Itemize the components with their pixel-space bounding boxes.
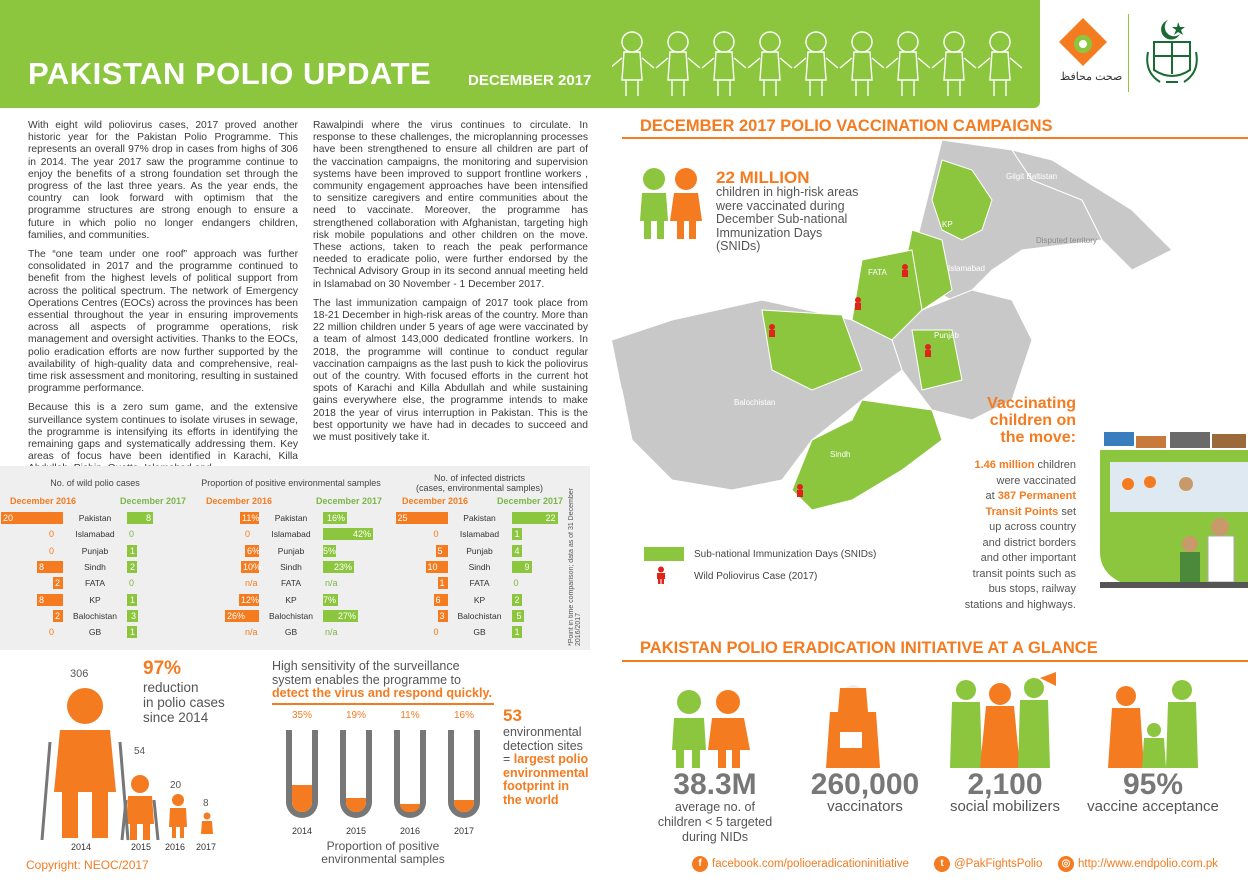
- sites-eq: =: [503, 752, 511, 766]
- bar-2016: 26%: [225, 610, 259, 622]
- region-label: KP: [89, 594, 101, 605]
- reduction-children-illustration: [20, 682, 260, 842]
- region-label: FATA: [85, 578, 105, 589]
- value-2016: 0: [433, 627, 439, 638]
- region-label: Islamabad: [459, 529, 500, 540]
- tube-percent: 16%: [453, 710, 474, 721]
- bar-2016: 5: [436, 545, 448, 557]
- move-title-line: children on: [989, 412, 1076, 429]
- sites-bold-line: footprint in: [503, 779, 569, 793]
- table-subtitle: (cases, environmental samples): [415, 483, 544, 493]
- cases-2015-value: 54: [134, 746, 146, 757]
- intro-column-2: [313, 120, 588, 451]
- reduction-text-line: in polio cases: [143, 695, 225, 710]
- region-label: Islamabad: [75, 529, 115, 540]
- map-label-sindh: Sindh: [830, 450, 851, 459]
- sites-bold-line: largest polio: [513, 752, 589, 766]
- year-label: 2017: [196, 842, 217, 852]
- sites-text-line: detection sites: [503, 738, 583, 753]
- region-label: GB: [284, 627, 298, 638]
- region-label: Sindh: [280, 561, 302, 572]
- year-right-label: December 2017: [316, 496, 383, 506]
- year-label: 2014: [71, 842, 92, 852]
- value-2017: 0: [129, 529, 135, 540]
- bar-2017: 1: [127, 626, 137, 638]
- bar-2017: 1: [127, 545, 137, 557]
- campaign-headline: 22 MILLION: [716, 168, 810, 187]
- region-label: GB: [88, 627, 102, 638]
- value-2016: 0: [49, 529, 55, 540]
- map-label-gb: Gilgit Baltistan: [1006, 172, 1058, 181]
- bar-2016: 2: [53, 577, 63, 589]
- map-label-kp: KP: [942, 220, 953, 229]
- header: [0, 0, 1248, 108]
- region-label: Balochistan: [73, 610, 117, 621]
- region-label: GB: [473, 627, 486, 638]
- bar-2016: 20: [1, 512, 63, 524]
- bar-2016: 25: [396, 512, 448, 524]
- map-label-fata: FATA: [868, 268, 887, 277]
- surveillance-line: High sensitivity of the surveillance: [272, 659, 460, 673]
- move-text: 1.46 million children were vaccinated at 387 Permanent Transit Points set up across country and district borders and other important transit points such as bus stops, railway stations and highways.: [964, 459, 1076, 611]
- campaign-title-rule: [622, 137, 1248, 139]
- year-right-label: December 2017: [120, 496, 187, 506]
- tubes-caption-line: Proportion of positive: [326, 839, 440, 853]
- sehat-logo-text: صحت محافظ: [1060, 71, 1123, 83]
- glance-value: 260,000: [810, 768, 920, 801]
- legend-case-label: Wild Poliovirus Case (2017): [694, 571, 818, 582]
- pakistan-emblem-icon: [1140, 12, 1204, 90]
- campaign-text-line: (SNIDs): [716, 239, 761, 253]
- tube-percent: 11%: [400, 710, 420, 721]
- campaign-text: [716, 186, 858, 254]
- intro-paragraph: Because this is a zero sum game, and the extensive surveillance system continues to isolate viruses in sewage, the programme is intensifying its efforts in identifying the remaining gaps and systematically addressing them. Key areas of focus have been identified in Karachi, Killa: [28, 402, 298, 463]
- sites-number: 53: [503, 706, 522, 725]
- value-2016: 0: [49, 545, 55, 556]
- region-label: Balochistan: [457, 610, 502, 621]
- glance-label: vaccine acceptance: [1087, 798, 1219, 815]
- intro-paragraph: With eight wild poliovirus cases, 2017 proved another historic year for the Pakistan Polio Programme. This represents an overall 97% drop in cases from highs of 306 in 2014. The year 2017 saw the programme continue to enjoy the benefits of a strong foundation set through the progress of the last three years. As the year ends, the country can look forward with optimism that the programme structures are strong enough to ensure a future in which polio no longer endangers children, families, and communities.: [28, 120, 298, 241]
- glance-label: average no. of: [675, 800, 755, 814]
- intro-paragraph: Rawalpindi where the virus continues to circulate. In response to these challenges, the microplanning processes have been strengthened to ensure all children are part of the vaccination campaigns, the monitoring and supervision systems have been improved to support frontline workers , community engagement approaches have been intensified to sensitize caregivers and entire communities about the need to vaccinate. Moreover, the programme has strengthened collaboration with Afghanistan, targeting high risk mobile populations and other children on the move. These actions, taken to reach the peak performance needed to eradicate polio, were further endorsed by the Technical Advisory Group in its second annual meeting held in Islamabad on 30 November - 1 December 2017.: [313, 120, 588, 290]
- glance-label: social mobilizers: [949, 798, 1061, 815]
- glance-label: vaccinators: [827, 798, 903, 815]
- value-2016: 0: [49, 627, 55, 638]
- move-title-line: Vaccinating: [987, 395, 1076, 412]
- vaccinator-icon: [818, 682, 888, 770]
- bar-2016: 10%: [243, 561, 262, 572]
- region-label: Balochistan: [269, 610, 313, 621]
- glance-title-rule: [622, 660, 1248, 662]
- region-label: KP: [285, 594, 297, 605]
- year-label: 2015: [131, 842, 152, 852]
- bus-vaccination-illustration: [1090, 432, 1248, 602]
- region-label: Pakistan: [274, 513, 308, 523]
- bar-2017: 1: [512, 528, 522, 540]
- bar-2017: 27%: [323, 610, 358, 622]
- table-title: No. of infected districts: [433, 473, 526, 483]
- tube-year: 2016: [399, 826, 421, 836]
- facebook-link[interactable]: facebook.com/polioeradicationinitiative: [712, 858, 909, 870]
- move-title-line: the move:: [1000, 429, 1076, 446]
- move-highlight: 1.46 million: [974, 459, 1035, 471]
- bar-2017: 8: [127, 512, 153, 524]
- bar-2017: 2: [512, 594, 522, 606]
- campaign-text-line: were vaccinated during: [716, 198, 845, 213]
- value-2017: n/a: [325, 627, 338, 638]
- surveillance-line-highlight: detect the virus and respond quickly.: [272, 686, 492, 700]
- stats-footnote: *Point in time comparison; data as of 31 December 2016/2017: [568, 488, 582, 646]
- tube-year: 2015: [345, 826, 367, 836]
- bar-2016: 3: [438, 610, 448, 622]
- value-2017: n/a: [325, 578, 338, 589]
- reduction-percent: 97%: [143, 658, 182, 679]
- copyright: Copyright: NEOC/2017: [26, 858, 149, 872]
- bar-2017: 9: [512, 561, 532, 573]
- glance-label: during NIDs: [682, 830, 748, 844]
- tube-percent: 19%: [345, 710, 366, 721]
- region-label: Sindh: [84, 561, 106, 572]
- sites-text-line: environmental: [503, 725, 582, 739]
- bar-2017: 5%: [323, 545, 337, 556]
- logo-divider: [1128, 14, 1129, 92]
- glance-value: 38.3M: [673, 768, 757, 801]
- bar-2017: 1: [512, 626, 522, 638]
- children-icon: [664, 688, 754, 770]
- surveillance-divider: [272, 703, 494, 705]
- region-label: FATA: [469, 578, 490, 589]
- cases-2017-value: 8: [203, 798, 209, 809]
- facebook-icon[interactable]: f: [692, 856, 708, 872]
- year-right-label: December 2017: [497, 496, 564, 506]
- bar-2016: 8: [37, 561, 63, 573]
- campaign-text-line: Immunization Days: [716, 225, 823, 240]
- page-date: DECEMBER 2017: [468, 72, 592, 89]
- intro-paragraph: The “one team under one roof” approach was further consolidated in 2017 and the programme continued to benefit from the highest levels of political support from across the political spectrum. The network of Emergency Operations Centres (EOCs) across the provinces has been essential throughout the year in ensuring improvements across all aspects of programme operations, risk management and oversight activities. Thanks to the EOCs, polio eradication efforts are now further supported by the availability of high-quality data and comprehensive, real-time risk assessment and monitoring, resulting in sustained programme performance.: [28, 249, 298, 395]
- map-label-islamabad: Islamabad: [948, 264, 985, 273]
- sites-text-line: [503, 753, 588, 767]
- region-label: Punjab: [277, 545, 305, 556]
- year-left-label: December 2016: [206, 496, 273, 506]
- intro-paragraph: The last immunization campaign of 2017 took place from 18-21 December in high-risk areas of the country. More than 22 million children under 5 years of age were vaccinated by a team of almost 143,000 dedicated frontline workers. In 2018, the programme will continue to conduct regular vaccination campaigns as the last push to kick the poliovirus out of the country. With focused efforts in the current hot spots of Karachi and Killa Abdullah and while sustaining gains everywhere else, the programme intends to make 2018 the year of virus interruption in Pakistan. This is the best opportunity we have had in decades to succeed and we must positively take it.: [313, 297, 588, 444]
- region-label: FATA: [281, 578, 301, 589]
- twitter-icon[interactable]: t: [934, 856, 950, 872]
- legend-snid-swatch: [644, 547, 684, 561]
- value-2017: 0: [513, 578, 519, 589]
- region-label: KP: [473, 594, 486, 605]
- globe-icon[interactable]: ◎: [1058, 856, 1074, 872]
- glance-value: 95%: [1122, 768, 1184, 801]
- region-label: Punjab: [81, 545, 109, 556]
- glance-value: 2,100: [967, 768, 1043, 801]
- table-title: Proportion of positive environmental samples: [201, 478, 381, 488]
- bar-2017: 16%: [323, 512, 347, 524]
- social-mobilizers-icon: [944, 672, 1056, 770]
- campaign-title: DECEMBER 2017 POLIO VACCINATION CAMPAIGNS: [640, 117, 1053, 135]
- tube-year: 2017: [453, 826, 475, 836]
- children-chain-illustration: [612, 20, 1032, 102]
- bar-2017: 4: [512, 545, 522, 557]
- bar-2016: 10: [426, 561, 448, 573]
- region-label: Pakistan: [463, 513, 496, 523]
- bar-2017: 7%: [323, 594, 337, 605]
- vaccine-acceptance-icon: [1104, 676, 1204, 770]
- bar-2017: 3: [127, 610, 138, 622]
- bar-2016: 8: [37, 594, 63, 606]
- bar-2017: 2: [127, 561, 137, 573]
- tubes-caption-line: environmental samples: [321, 852, 445, 866]
- value-2016: 0: [245, 529, 251, 540]
- bar-2017: 1: [127, 594, 137, 606]
- value-2017: 0: [129, 578, 135, 589]
- region-label: Sindh: [468, 561, 491, 572]
- move-title: [960, 395, 1076, 446]
- children-pair-icon: [634, 165, 706, 241]
- bar-2017: 23%: [323, 561, 354, 573]
- bar-2017: 5: [512, 610, 524, 622]
- website-link[interactable]: http://www.endpolio.com.pk: [1078, 858, 1218, 870]
- value-2016: n/a: [245, 627, 258, 638]
- bar-2016: 11%: [242, 513, 260, 523]
- tube-year: 2014: [291, 826, 313, 836]
- cases-2014-value: 306: [70, 668, 89, 680]
- reduction-text-line: reduction: [143, 680, 199, 695]
- stats-panel: [0, 466, 590, 650]
- surveillance-line: system enables the programme to: [272, 672, 461, 687]
- bar-2016: 2: [53, 610, 63, 622]
- intro-column-1: [28, 120, 298, 483]
- map-label-balochistan: Balochistan: [734, 398, 776, 407]
- glance-title: PAKISTAN POLIO ERADICATION INITIATIVE AT A GLANCE: [640, 639, 1098, 657]
- region-label: Pakistan: [78, 513, 112, 523]
- year-left-label: December 2016: [402, 496, 469, 506]
- tube-fill: [292, 785, 312, 812]
- map-label-punjab: Punjab: [934, 331, 959, 340]
- campaign-text-line: December Sub-national: [716, 212, 848, 226]
- value-2016: 0: [433, 529, 439, 540]
- bar-2016: 6%: [247, 545, 261, 556]
- page-title: PAKISTAN POLIO UPDATE: [28, 56, 432, 91]
- campaign-text-line: children in high-risk areas: [716, 185, 859, 199]
- region-label: Islamabad: [271, 529, 311, 540]
- tubes-caption: [270, 840, 496, 866]
- sites-bold-line: the world: [503, 792, 559, 807]
- reduction-text-line: since 2014: [143, 710, 209, 725]
- bar-2017: 22: [512, 512, 558, 524]
- tube-percent: 35%: [291, 710, 312, 721]
- value-2016: n/a: [245, 578, 258, 589]
- sites-bold-line: environmental: [503, 765, 589, 780]
- sites-text: [503, 726, 588, 807]
- cases-2016-value: 20: [170, 780, 182, 791]
- twitter-link[interactable]: @PakFightsPolio: [954, 858, 1043, 870]
- year-left-label: December 2016: [10, 496, 77, 506]
- region-label: Punjab: [466, 545, 493, 556]
- sehat-muhafiz-logo-icon: [1055, 14, 1111, 98]
- bar-2017: 42%: [323, 528, 373, 540]
- table-title: No. of wild polio cases: [50, 478, 140, 488]
- legend-snid-label: Sub-national Immunization Days (SNIDs): [694, 549, 877, 560]
- bar-2016: 6: [434, 594, 448, 606]
- surveillance-headline: [272, 660, 492, 701]
- bar-2016: 1: [438, 577, 448, 589]
- bar-2016: 12%: [241, 594, 260, 605]
- year-label: 2016: [165, 842, 186, 852]
- glance-label: children < 5 targeted: [657, 815, 773, 829]
- wild-poliovirus-case-icon: [655, 566, 667, 584]
- map-label-disputed: Disputed territory: [1036, 236, 1097, 245]
